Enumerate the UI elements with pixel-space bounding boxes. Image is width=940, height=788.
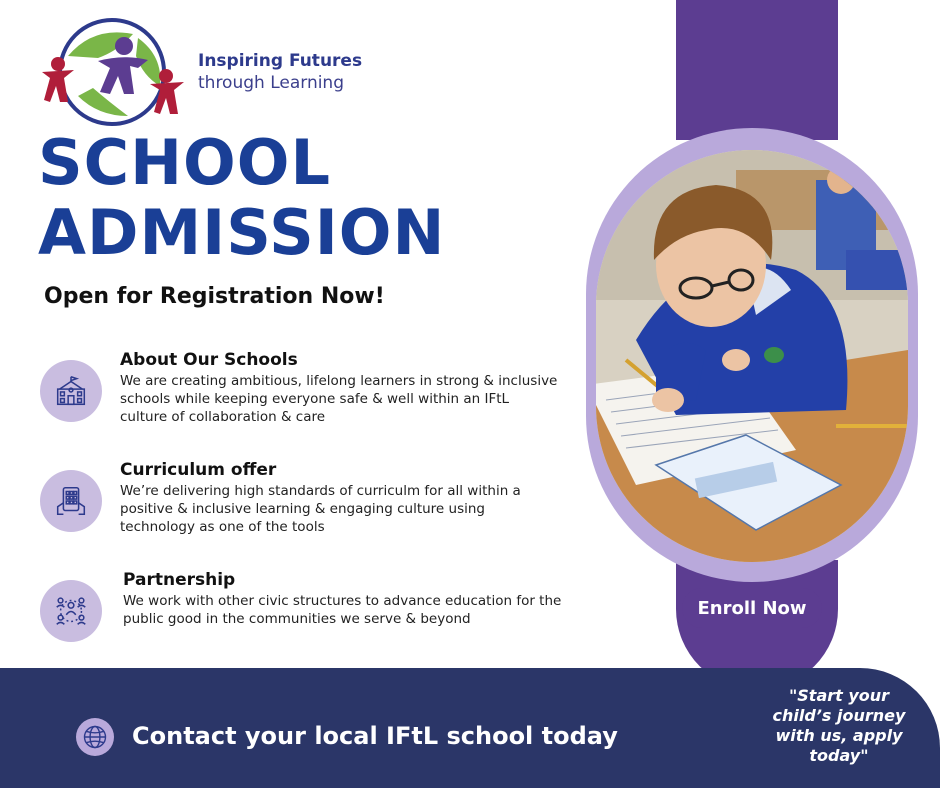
logo-emblem-icon <box>38 16 186 128</box>
tablet-hands-icon <box>40 470 102 532</box>
feature-body: We’re delivering high standards of curriculm for all within a positive & inclusive learning & engaging culture using technology as one of the tools <box>120 483 521 535</box>
logo-line-1: Inspiring Futures <box>198 51 363 71</box>
page-title <box>38 128 445 268</box>
title-line-1: SCHOOL <box>38 126 331 199</box>
logo-line-2: through Learning <box>198 73 345 93</box>
feature-body: We work with other civic structures to advance education for the public good in the communities we serve & beyond <box>123 593 562 627</box>
title-line-2: ADMISSION <box>38 196 446 269</box>
student-writing-photo <box>596 150 908 562</box>
people-network-icon <box>40 580 102 642</box>
logo <box>38 16 186 128</box>
school-building-icon <box>40 360 102 422</box>
subtitle: Open for Registration Now! <box>44 284 385 309</box>
logo-text <box>198 50 362 94</box>
feature-title: Partnership <box>123 570 236 590</box>
feature-title: Curriculum offer <box>120 460 277 480</box>
feature-body: We are creating ambitious, lifelong learners in strong & inclusive schools while keeping everyone safe & well within an IFtL culture of collaboration & care <box>120 373 558 425</box>
globe-icon <box>76 718 114 756</box>
contact-text: Contact your local IFtL school today <box>132 722 618 750</box>
feature-title: About Our Schools <box>120 350 298 370</box>
enroll-now-button[interactable]: Enroll Now <box>682 588 822 628</box>
purple-column-top <box>676 0 838 140</box>
quote-text: "Start your child’s journey with us, apply today" <box>772 686 906 765</box>
